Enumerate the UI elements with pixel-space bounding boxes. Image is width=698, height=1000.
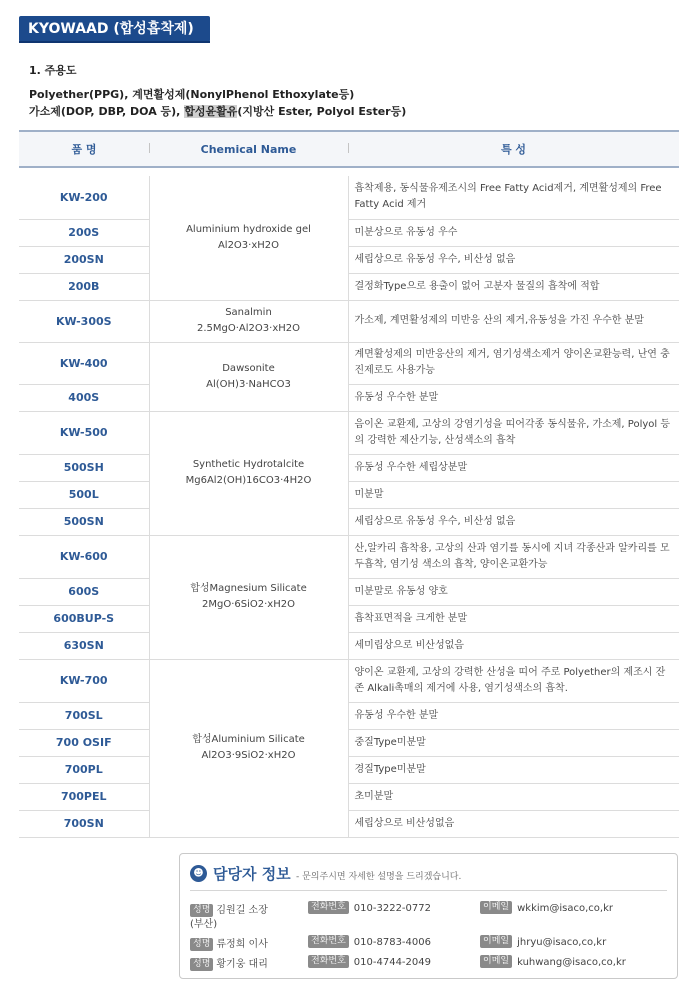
name-label: 성명 — [190, 904, 213, 917]
contact-phone-block — [308, 901, 431, 914]
table-body — [19, 167, 679, 837]
contact-email-block — [480, 901, 613, 914]
contact-email-block — [480, 935, 606, 948]
product-table — [19, 130, 679, 838]
chemical-name-cell — [149, 176, 348, 300]
person-icon: ☻ — [190, 865, 207, 882]
table-row — [19, 411, 679, 454]
contact-note: (부산) — [190, 918, 218, 930]
contact-title: 담당자 정보 — [213, 865, 291, 883]
feature-text: 세립상으로 유동성 우수, 비산성 없음 — [348, 508, 679, 535]
chemical-name: Sanalmin — [225, 307, 272, 318]
table-row — [19, 605, 679, 632]
email-label: 이메일 — [480, 955, 512, 968]
col-header-feature: 특 성 — [348, 131, 679, 167]
feature-text: 중질Type미분말 — [348, 729, 679, 756]
contact-phone-block — [308, 935, 431, 948]
product-name: 600S — [19, 578, 149, 605]
feature-text: 미분말로 유동성 양호 — [348, 578, 679, 605]
feature-text: 세립상으로 비산성없음 — [348, 810, 679, 837]
email-label: 이메일 — [480, 935, 512, 948]
product-name: 500L — [19, 481, 149, 508]
feature-text: 유동성 우수한 분말 — [348, 702, 679, 729]
contact-name-block — [190, 935, 268, 951]
contact-email-block — [480, 955, 626, 968]
chemical-name-cell — [149, 659, 348, 837]
product-name: 700SN — [19, 810, 149, 837]
section-heading: 1. 주용도 — [29, 64, 77, 77]
product-name: 400S — [19, 384, 149, 411]
feature-text: 미분말 — [348, 481, 679, 508]
table-row — [19, 702, 679, 729]
chemical-name-cell — [149, 342, 348, 411]
feature-text: 가소제, 계면활성제의 미반응 산의 제거,유동성을 가진 우수한 분말 — [348, 300, 679, 342]
product-name: 700SL — [19, 702, 149, 729]
col-header-product: 품 명 — [19, 131, 149, 167]
page-title-badge: KYOWAAD (합성흡착제) — [19, 16, 210, 42]
table-row — [19, 384, 679, 411]
table-row — [19, 535, 679, 578]
table-row — [19, 508, 679, 535]
table-row — [19, 659, 679, 702]
feature-text: 유동성 우수한 분말 — [348, 384, 679, 411]
usage-highlight: 합성윤활유 — [184, 105, 238, 118]
contact-name: 류정희 이사 — [216, 939, 268, 950]
product-name: KW-600 — [19, 535, 149, 578]
table-row — [19, 481, 679, 508]
phone-label: 전화번호 — [308, 955, 349, 968]
contact-subtitle: - 문의주시면 자세한 설명을 드리겠습니다. — [296, 872, 462, 882]
table-header-row — [19, 131, 679, 167]
contact-name: 김원길 소장 — [216, 905, 268, 916]
table-row — [19, 729, 679, 756]
contact-row — [190, 935, 670, 955]
product-name: 200SN — [19, 246, 149, 273]
contact-phone: 010-3222-0772 — [353, 902, 431, 914]
usage-line-2 — [29, 103, 406, 120]
product-name: 700PL — [19, 756, 149, 783]
feature-text: 세미립상으로 비산성없음 — [348, 632, 679, 659]
usage-line-2-pre: 가소제(DOP, DBP, DOA 등), — [29, 105, 185, 118]
usage-text — [29, 86, 406, 120]
product-name: 500SN — [19, 508, 149, 535]
name-label: 성명 — [190, 938, 213, 951]
chemical-name: 합성Magnesium Silicate — [190, 583, 307, 594]
product-name: 630SN — [19, 632, 149, 659]
contact-name-block — [190, 901, 268, 931]
chemical-name: Synthetic Hydrotalcite — [192, 459, 305, 470]
chemical-name: 합성Aluminium Silicate — [192, 734, 305, 745]
title-underline — [19, 41, 210, 43]
product-name: 200S — [19, 219, 149, 246]
phone-label: 전화번호 — [308, 901, 349, 914]
contact-box — [179, 853, 678, 979]
contact-name: 황기웅 대리 — [216, 959, 268, 970]
product-name: 700 OSIF — [19, 729, 149, 756]
chemical-formula: 2MgO·6SiO2·xH2O — [202, 599, 295, 610]
product-name: 200B — [19, 273, 149, 300]
product-name: 500SH — [19, 454, 149, 481]
contact-phone-block — [308, 955, 431, 968]
feature-text: 계면활성제의 미반응산의 제거, 염기성색소제거 양이온교환능력, 난연 충진제로도 사용가능 — [348, 342, 679, 384]
product-name: 600BUP-S — [19, 605, 149, 632]
feature-text: 결정화Type으로 용출이 없어 고분자 물질의 흡착에 적합 — [348, 273, 679, 300]
product-name: KW-700 — [19, 659, 149, 702]
table-row — [19, 632, 679, 659]
feature-text: 세립상으로 유동성 우수, 비산성 없음 — [348, 246, 679, 273]
table-row — [19, 756, 679, 783]
table-row — [19, 342, 679, 384]
table-row — [19, 273, 679, 300]
email-label: 이메일 — [480, 901, 512, 914]
table-row — [19, 300, 679, 342]
contact-email[interactable]: wkkim@isaco,co,kr — [517, 902, 613, 914]
product-name: KW-300S — [19, 300, 149, 342]
chemical-name: Aluminium hydroxide gel — [186, 223, 311, 235]
table-row — [19, 454, 679, 481]
feature-text: 산,알카리 흡착용, 고상의 산과 염기를 동시에 지녀 각종산과 알카리를 모두흡착, 염기성 색소의 흡착, 양이온교환가능 — [348, 535, 679, 578]
chemical-name-cell — [149, 300, 348, 342]
feature-text: 경질Type미분말 — [348, 756, 679, 783]
feature-text: 미분상으로 유동성 우수 — [348, 219, 679, 246]
contact-row — [190, 901, 670, 930]
contact-row — [190, 955, 670, 975]
contact-email[interactable]: kuhwang@isaco,co,kr — [517, 956, 626, 968]
product-name: KW-500 — [19, 411, 149, 454]
name-label: 성명 — [190, 958, 213, 971]
feature-text: 유동성 우수한 세립상분말 — [348, 454, 679, 481]
product-name: KW-400 — [19, 342, 149, 384]
col-header-chemical: Chemical Name — [149, 131, 348, 167]
feature-text: 흡착제용, 동식물유제조시의 Free Fatty Acid제거, 계면활성제의 Free Fatty Acid 제거 — [348, 176, 679, 219]
chemical-formula: Al2O3·xH2O — [217, 239, 280, 251]
chemical-formula: Al2O3·9SiO2·xH2O — [201, 750, 296, 761]
chemical-name-cell — [149, 535, 348, 659]
table-row — [19, 219, 679, 246]
table-row — [19, 783, 679, 810]
table-row — [19, 810, 679, 837]
chemical-formula: 2.5MgO·Al2O3·xH2O — [197, 323, 300, 334]
chemical-formula: Mg6Al2(OH)16CO3·4H2O — [185, 475, 312, 486]
phone-label: 전화번호 — [308, 935, 349, 948]
table-row — [19, 246, 679, 273]
contact-phone: 010-4744-2049 — [353, 956, 431, 968]
feature-text: 흡착표면적을 크게한 분말 — [348, 605, 679, 632]
contact-email[interactable]: jhryu@isaco,co,kr — [517, 936, 607, 948]
feature-text: 음이온 교환제, 고상의 강염기성을 띠어각종 동식물유, 가소제, Polyol 등의 강력한 제산기능, 산성색소의 흡착 — [348, 411, 679, 454]
table-row — [19, 578, 679, 605]
contact-name-block — [190, 955, 268, 971]
product-name: KW-200 — [19, 176, 149, 219]
divider — [190, 890, 667, 891]
usage-line-2-post: (지방산 Ester, Polyol Ester등) — [237, 105, 407, 118]
usage-line-1: Polyether(PPG), 계면활성제(NonylPhenol Ethoxylate등) — [29, 88, 355, 101]
contact-phone: 010-8783-4006 — [353, 936, 431, 948]
table-row — [19, 176, 679, 219]
chemical-name: Dawsonite — [222, 362, 275, 374]
feature-text: 양이온 교환제, 고상의 강력한 산성을 띠어 주로 Polyether의 제조시 잔존 Alkali촉매의 제거에 사용, 염기성색소의 흡착. — [348, 659, 679, 702]
product-name: 700PEL — [19, 783, 149, 810]
feature-text: 초미분말 — [348, 783, 679, 810]
chemical-formula: Al(OH)3·NaHCO3 — [206, 378, 291, 390]
chemical-name-cell — [149, 411, 348, 535]
